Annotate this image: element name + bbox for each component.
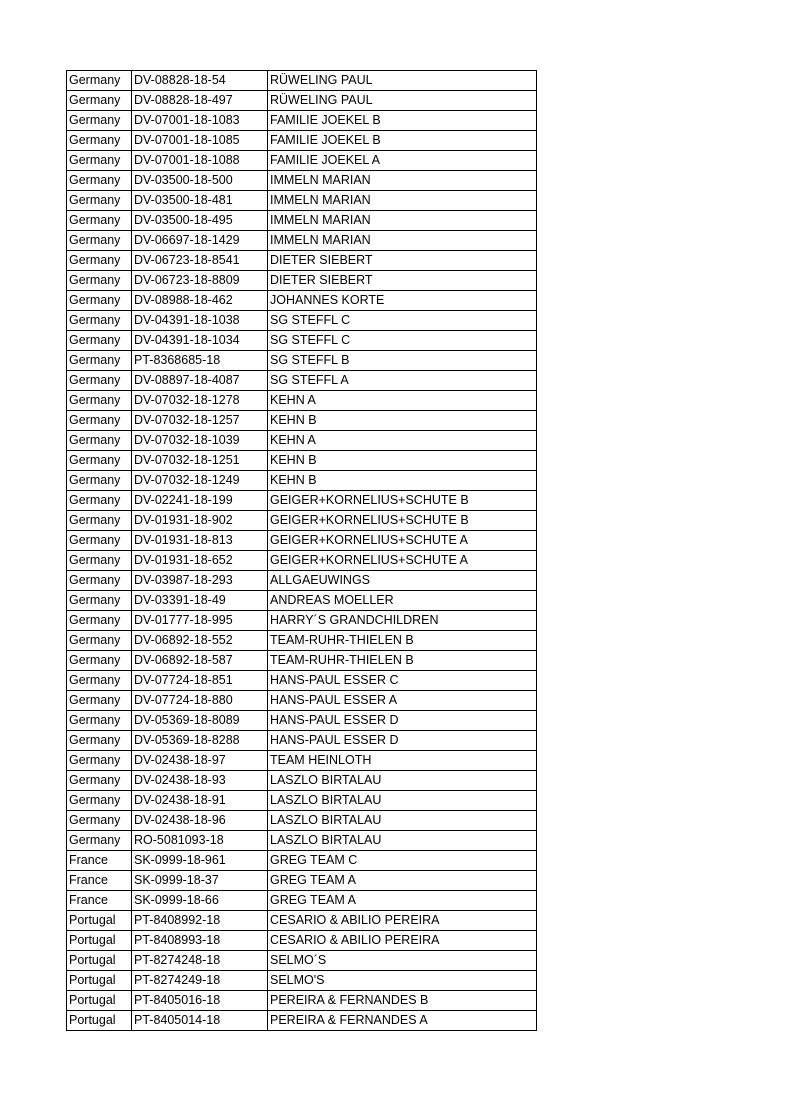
team-name-cell: KEHN B	[268, 451, 537, 471]
ring-number-cell: DV-06697-18-1429	[132, 231, 268, 251]
table-row	[67, 671, 537, 691]
team-name-cell: ALLGAEUWINGS	[268, 571, 537, 591]
ring-number-cell: DV-03500-18-500	[132, 171, 268, 191]
table-row	[67, 691, 537, 711]
ring-number-cell: DV-01931-18-652	[132, 551, 268, 571]
ring-number-cell: SK-0999-18-66	[132, 891, 268, 911]
ring-number-cell: DV-01777-18-995	[132, 611, 268, 631]
team-name-cell: HANS-PAUL ESSER C	[268, 671, 537, 691]
table-row	[67, 611, 537, 631]
table-row	[67, 1011, 537, 1031]
team-name-cell: FAMILIE JOEKEL B	[268, 131, 537, 151]
country-cell: Germany	[67, 731, 132, 751]
country-cell: Germany	[67, 791, 132, 811]
table-row	[67, 391, 537, 411]
country-cell: Germany	[67, 271, 132, 291]
ring-number-cell: DV-03500-18-481	[132, 191, 268, 211]
table-row	[67, 931, 537, 951]
ring-number-cell: DV-07724-18-880	[132, 691, 268, 711]
team-name-cell: LASZLO BIRTALAU	[268, 771, 537, 791]
ring-number-cell: DV-03987-18-293	[132, 571, 268, 591]
country-cell: Germany	[67, 291, 132, 311]
ring-number-cell: DV-07032-18-1278	[132, 391, 268, 411]
country-cell: Germany	[67, 611, 132, 631]
ring-number-cell: DV-02438-18-96	[132, 811, 268, 831]
ring-number-cell: DV-05369-18-8089	[132, 711, 268, 731]
country-cell: Germany	[67, 131, 132, 151]
table-row	[67, 731, 537, 751]
table-row	[67, 991, 537, 1011]
team-name-cell: LASZLO BIRTALAU	[268, 791, 537, 811]
team-name-cell: PEREIRA & FERNANDES B	[268, 991, 537, 1011]
table-row	[67, 311, 537, 331]
country-cell: Germany	[67, 711, 132, 731]
country-cell: Germany	[67, 691, 132, 711]
country-cell: Germany	[67, 771, 132, 791]
country-cell: Portugal	[67, 1011, 132, 1031]
ring-number-cell: PT-8408992-18	[132, 911, 268, 931]
team-name-cell: FAMILIE JOEKEL B	[268, 111, 537, 131]
team-name-cell: DIETER SIEBERT	[268, 251, 537, 271]
ring-number-cell: DV-08897-18-4087	[132, 371, 268, 391]
table-row	[67, 831, 537, 851]
ring-number-cell: SK-0999-18-37	[132, 871, 268, 891]
team-name-cell: KEHN B	[268, 411, 537, 431]
team-name-cell: GREG TEAM A	[268, 871, 537, 891]
country-cell: Germany	[67, 171, 132, 191]
team-name-cell: SELMO'S	[268, 971, 537, 991]
table-row	[67, 191, 537, 211]
ring-number-cell: DV-08828-18-54	[132, 71, 268, 91]
table-row	[67, 771, 537, 791]
table-row	[67, 971, 537, 991]
team-name-cell: IMMELN MARIAN	[268, 211, 537, 231]
team-name-cell: SG STEFFL C	[268, 331, 537, 351]
ring-number-cell: DV-07032-18-1257	[132, 411, 268, 431]
team-name-cell: GEIGER+KORNELIUS+SCHUTE B	[268, 491, 537, 511]
team-name-cell: IMMELN MARIAN	[268, 171, 537, 191]
country-cell: Germany	[67, 671, 132, 691]
team-name-cell: HANS-PAUL ESSER A	[268, 691, 537, 711]
table-row	[67, 211, 537, 231]
team-name-cell: GREG TEAM C	[268, 851, 537, 871]
table-row	[67, 751, 537, 771]
table-row	[67, 231, 537, 251]
ring-number-cell: DV-06892-18-587	[132, 651, 268, 671]
country-cell: Germany	[67, 411, 132, 431]
country-cell: Germany	[67, 71, 132, 91]
country-cell: Germany	[67, 351, 132, 371]
team-name-cell: SELMO´S	[268, 951, 537, 971]
team-name-cell: FAMILIE JOEKEL A	[268, 151, 537, 171]
country-cell: Germany	[67, 751, 132, 771]
ring-number-cell: DV-07032-18-1039	[132, 431, 268, 451]
country-cell: Portugal	[67, 931, 132, 951]
ring-number-cell: PT-8405014-18	[132, 1011, 268, 1031]
country-cell: Germany	[67, 811, 132, 831]
country-cell: Germany	[67, 491, 132, 511]
table-row	[67, 951, 537, 971]
ring-number-cell: DV-03500-18-495	[132, 211, 268, 231]
ring-number-cell: DV-03391-18-49	[132, 591, 268, 611]
table-row	[67, 411, 537, 431]
table-row	[67, 551, 537, 571]
team-name-cell: LASZLO BIRTALAU	[268, 811, 537, 831]
table-row	[67, 151, 537, 171]
ring-number-cell: DV-06892-18-552	[132, 631, 268, 651]
ring-number-cell: DV-07001-18-1085	[132, 131, 268, 151]
country-cell: Germany	[67, 251, 132, 271]
team-name-cell: IMMELN MARIAN	[268, 191, 537, 211]
country-cell: Portugal	[67, 951, 132, 971]
table-row	[67, 531, 537, 551]
country-cell: Portugal	[67, 971, 132, 991]
table-row	[67, 591, 537, 611]
team-name-cell: RÜWELING PAUL	[268, 71, 537, 91]
country-cell: Germany	[67, 331, 132, 351]
country-cell: France	[67, 851, 132, 871]
table-row	[67, 631, 537, 651]
table-row	[67, 371, 537, 391]
country-cell: Germany	[67, 651, 132, 671]
team-name-cell: GEIGER+KORNELIUS+SCHUTE B	[268, 511, 537, 531]
ring-number-cell: PT-8368685-18	[132, 351, 268, 371]
table-row	[67, 431, 537, 451]
table-body	[67, 71, 537, 1031]
ring-number-cell: DV-01931-18-813	[132, 531, 268, 551]
country-cell: Germany	[67, 371, 132, 391]
ring-number-cell: DV-07724-18-851	[132, 671, 268, 691]
ring-number-cell: DV-07032-18-1249	[132, 471, 268, 491]
table-row	[67, 651, 537, 671]
ring-number-cell: DV-02438-18-97	[132, 751, 268, 771]
country-cell: Germany	[67, 531, 132, 551]
country-cell: Germany	[67, 571, 132, 591]
country-cell: Germany	[67, 91, 132, 111]
team-name-cell: TEAM-RUHR-THIELEN B	[268, 651, 537, 671]
ring-number-cell: PT-8405016-18	[132, 991, 268, 1011]
country-cell: Germany	[67, 471, 132, 491]
table-row	[67, 711, 537, 731]
ring-number-cell: DV-08988-18-462	[132, 291, 268, 311]
country-cell: Germany	[67, 391, 132, 411]
ring-number-cell: DV-02438-18-91	[132, 791, 268, 811]
ring-number-cell: DV-07001-18-1088	[132, 151, 268, 171]
ring-number-cell: DV-08828-18-497	[132, 91, 268, 111]
results-table	[66, 70, 537, 1031]
team-name-cell: JOHANNES KORTE	[268, 291, 537, 311]
team-name-cell: GEIGER+KORNELIUS+SCHUTE A	[268, 531, 537, 551]
table-row	[67, 271, 537, 291]
team-name-cell: CESARIO & ABILIO PEREIRA	[268, 911, 537, 931]
team-name-cell: PEREIRA & FERNANDES A	[268, 1011, 537, 1031]
country-cell: Germany	[67, 231, 132, 251]
table-row	[67, 891, 537, 911]
ring-number-cell: DV-02241-18-199	[132, 491, 268, 511]
country-cell: Germany	[67, 431, 132, 451]
country-cell: Germany	[67, 151, 132, 171]
table-row	[67, 251, 537, 271]
team-name-cell: RÜWELING PAUL	[268, 91, 537, 111]
ring-number-cell: DV-02438-18-93	[132, 771, 268, 791]
table-row	[67, 491, 537, 511]
ring-number-cell: DV-07001-18-1083	[132, 111, 268, 131]
country-cell: Germany	[67, 591, 132, 611]
country-cell: Germany	[67, 191, 132, 211]
country-cell: Germany	[67, 551, 132, 571]
ring-number-cell: DV-01931-18-902	[132, 511, 268, 531]
table-row	[67, 791, 537, 811]
team-name-cell: GEIGER+KORNELIUS+SCHUTE A	[268, 551, 537, 571]
table-row	[67, 331, 537, 351]
team-name-cell: IMMELN MARIAN	[268, 231, 537, 251]
team-name-cell: TEAM-RUHR-THIELEN B	[268, 631, 537, 651]
team-name-cell: SG STEFFL B	[268, 351, 537, 371]
country-cell: Germany	[67, 111, 132, 131]
table-row	[67, 811, 537, 831]
table-row	[67, 111, 537, 131]
country-cell: Portugal	[67, 911, 132, 931]
country-cell: Germany	[67, 311, 132, 331]
team-name-cell: ANDREAS MOELLER	[268, 591, 537, 611]
team-name-cell: HANS-PAUL ESSER D	[268, 731, 537, 751]
team-name-cell: SG STEFFL A	[268, 371, 537, 391]
ring-number-cell: DV-04391-18-1038	[132, 311, 268, 331]
country-cell: Germany	[67, 211, 132, 231]
country-cell: Germany	[67, 831, 132, 851]
country-cell: Germany	[67, 631, 132, 651]
ring-number-cell: DV-05369-18-8288	[132, 731, 268, 751]
team-name-cell: HANS-PAUL ESSER D	[268, 711, 537, 731]
table-row	[67, 571, 537, 591]
table-row	[67, 71, 537, 91]
ring-number-cell: DV-06723-18-8809	[132, 271, 268, 291]
table-row	[67, 131, 537, 151]
ring-number-cell: DV-06723-18-8541	[132, 251, 268, 271]
country-cell: France	[67, 891, 132, 911]
table-row	[67, 91, 537, 111]
team-name-cell: SG STEFFL C	[268, 311, 537, 331]
team-name-cell: KEHN A	[268, 391, 537, 411]
table-row	[67, 471, 537, 491]
table-row	[67, 351, 537, 371]
ring-number-cell: SK-0999-18-961	[132, 851, 268, 871]
team-name-cell: CESARIO & ABILIO PEREIRA	[268, 931, 537, 951]
ring-number-cell: PT-8408993-18	[132, 931, 268, 951]
table-row	[67, 451, 537, 471]
table-row	[67, 171, 537, 191]
ring-number-cell: PT-8274249-18	[132, 971, 268, 991]
country-cell: Germany	[67, 511, 132, 531]
ring-number-cell: DV-07032-18-1251	[132, 451, 268, 471]
team-name-cell: KEHN A	[268, 431, 537, 451]
ring-number-cell: PT-8274248-18	[132, 951, 268, 971]
table-row	[67, 511, 537, 531]
team-name-cell: DIETER SIEBERT	[268, 271, 537, 291]
team-name-cell: TEAM HEINLOTH	[268, 751, 537, 771]
ring-number-cell: DV-04391-18-1034	[132, 331, 268, 351]
country-cell: Portugal	[67, 991, 132, 1011]
country-cell: Germany	[67, 451, 132, 471]
team-name-cell: GREG TEAM A	[268, 891, 537, 911]
team-name-cell: KEHN B	[268, 471, 537, 491]
table-row	[67, 871, 537, 891]
team-name-cell: HARRY´S GRANDCHILDREN	[268, 611, 537, 631]
table-row	[67, 851, 537, 871]
country-cell: France	[67, 871, 132, 891]
ring-number-cell: RO-5081093-18	[132, 831, 268, 851]
table-row	[67, 291, 537, 311]
team-name-cell: LASZLO BIRTALAU	[268, 831, 537, 851]
table-row	[67, 911, 537, 931]
